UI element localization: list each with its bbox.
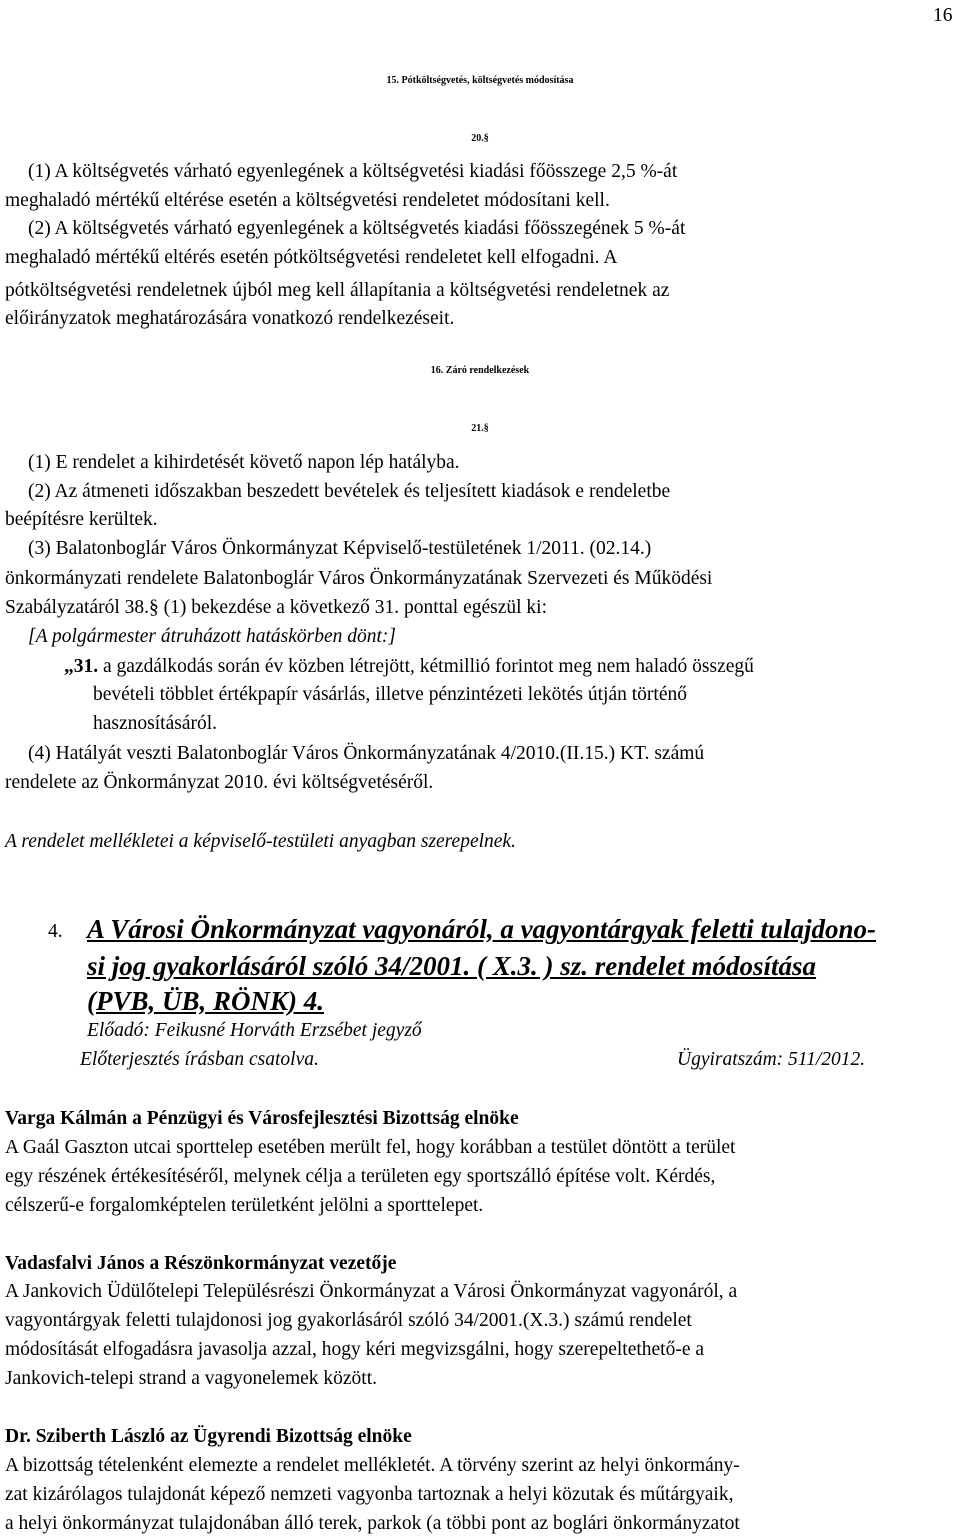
section-15-line: meghaladó mértékű eltérés esetén pótköltségvetési rendeletet kell elfogadni. A [5, 247, 618, 268]
speaker-name: Vadasfalvi János a Részönkormányzat vezetője [5, 1253, 397, 1274]
speaker-text-line: A Jankovich Üdülőtelepi Településrészi Önkormányzat a Városi Önkormányzat vagyonáról, a [5, 1281, 738, 1302]
section-16-amended-point [64, 657, 754, 677]
point-number: „31. [64, 656, 99, 677]
agenda-title-line: A Városi Önkormányzat vagyonáról, a vagyontárgyak feletti tulajdono- [87, 914, 877, 944]
speaker-text-line: módosítását elfogadásra javasolja azzal, hogy kéri megvizsgálni, hogy szerepeltethető-e a [5, 1339, 705, 1360]
agenda-title-line: si jog gyakorlásáról szóló 34/2001. ( X.3. ) sz. rendelet módosítása [87, 951, 817, 981]
speaker-name: Dr. Sziberth László az Ügyrendi Bizottság elnöke [5, 1426, 412, 1447]
speaker-text-line: A Gaál Gaszton utcai sporttelep esetében merült fel, hogy korábban a testület döntött a terület [5, 1137, 736, 1158]
speaker-text-line: zat kizárólagos tulajdonát képező nemzeti vagyonba tartoznak a helyi közutak és műtárgyaik, [5, 1484, 734, 1505]
speaker-name: Varga Kálmán a Pénzügyi és Városfejlesztési Bizottság elnöke [5, 1108, 519, 1129]
agenda-item-number: 4. [48, 921, 63, 942]
speaker-text-line: vagyontárgyak feletti tulajdonosi jog gyakorlásáról szóló 34/2001.(X.3.) számú rendelet [5, 1310, 692, 1331]
section-15-paragraph-number: 20.§ [471, 133, 489, 144]
annex-note: A rendelet mellékletei a képviselő-testületi anyagban szerepelnek. [5, 831, 516, 852]
agenda-submission: Előterjesztés írásban csatolva. [80, 1049, 319, 1070]
section-16-line: (4) Hatályát veszti Balatonboglár Város Önkormányzatának 4/2010.(II.15.) KT. számú [28, 743, 705, 764]
section-15-line: (1) A költségvetés várható egyenlegének a költségvetési kiadási főösszege 2,5 %-át [28, 161, 678, 182]
section-15-line: előirányzatok meghatározására vonatkozó rendelkezéseit. [5, 308, 455, 329]
section-15-line: meghaladó mértékű eltérése esetén a költségvetési rendeletet módosítani kell. [5, 190, 610, 211]
section-16-line: (1) E rendelet a kihirdetését követő napon lép hatályba. [28, 452, 460, 473]
section-16-line: (3) Balatonboglár Város Önkormányzat Képviselő-testületének 1/2011. (02.14.) [28, 538, 652, 559]
section-16-title: 16. Záró rendelkezések [430, 365, 530, 376]
section-16-line: (2) Az átmeneti időszakban beszedett bevételek és teljesített kiadások e rendeletbe [28, 481, 671, 502]
section-15-title: 15. Pótköltségvetés, költségvetés módosítása [386, 75, 574, 86]
section-16-line: hasznosításáról. [93, 713, 218, 734]
section-15-line: (2) A költségvetés várható egyenlegének a költségvetés kiadási főösszegének 5 %-át [28, 218, 686, 239]
agenda-title-line: (PVB, ÜB, RÖNK) 4. [87, 986, 325, 1016]
section-16-line: Szabályzatáról 38.§ (1) bekezdése a következő 31. ponttal egészül ki: [5, 597, 548, 618]
speaker-text-line: A bizottság tételenként elemezte a rendelet mellékletét. A törvény szerint az helyi önkormány- [5, 1455, 740, 1476]
section-16-line: önkormányzati rendelete Balatonboglár Város Önkormányzatának Szervezeti és Működési [5, 568, 713, 589]
section-16-line: bevételi többlet értékpapír vásárlás, illetve pénzintézeti lekötés útján történő [93, 684, 687, 705]
speaker-text-line: Jankovich-telepi strand a vagyonelemek között. [5, 1368, 378, 1389]
page-number: 16 [933, 5, 953, 26]
speaker-text-line: célszerű-e forgalomképtelen területként jelölni a sporttelepet. [5, 1195, 484, 1216]
speaker-text-line: egy részének értékesítéséről, melynek célja a területen egy sportszálló építése volt. Kérdés, [5, 1166, 716, 1187]
section-16-quote-heading: [A polgármester átruházott hatáskörben dönt:] [28, 626, 396, 647]
section-16-line: rendelete az Önkormányzat 2010. évi költségvetéséről. [5, 772, 434, 793]
agenda-presenter: Előadó: Feikusné Horváth Erzsébet jegyző [87, 1020, 422, 1041]
point-text: a gazdálkodás során év közben létrejött, kétmillió forintot meg nem haladó összegű [98, 656, 754, 677]
agenda-file-number: Ügyiratszám: 511/2012. [677, 1049, 866, 1070]
section-16-paragraph-number: 21.§ [471, 423, 489, 434]
section-16-line: beépítésre kerültek. [5, 509, 158, 530]
section-15-line: pótköltségvetési rendeletnek újból meg kell állapítania a költségvetési rendeletnek az [5, 280, 670, 301]
speaker-text-line: a helyi önkormányzat tulajdonában álló terek, parkok (a többi pont az boglári önkormányzatot [5, 1513, 740, 1534]
